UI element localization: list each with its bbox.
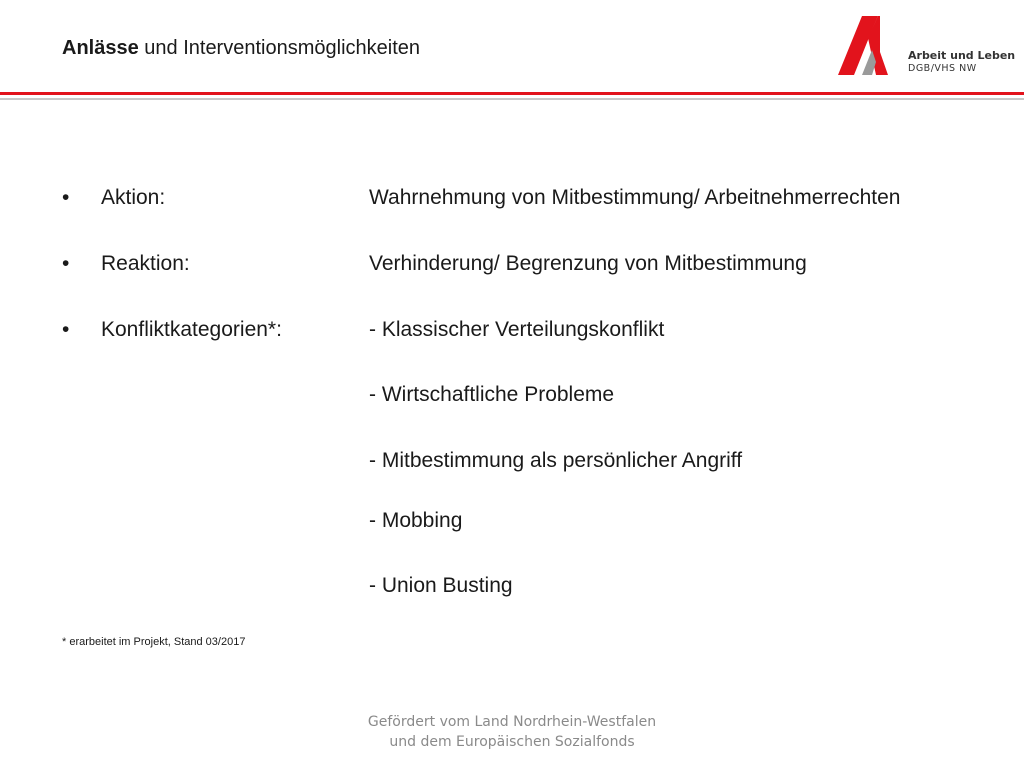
footer-line-1: Gefördert vom Land Nordrhein-Westfalen [367,714,657,730]
item-value: - Klassischer Verteilungskonflikt [369,318,665,341]
header-rule-red [0,92,1024,95]
sub-item: - Wirtschaftliche Probleme [369,383,615,406]
item-label: Aktion: [101,186,166,209]
item-label: Reaktion: [101,252,190,275]
page-title [62,37,420,60]
footnote: * erarbeitet im Projekt, Stand 03/2017 [62,636,246,648]
item-value: Verhinderung/ Begrenzung von Mitbestimmung [369,252,807,275]
item-label: Konfliktkategorien*: [101,318,282,341]
sub-item: - Mitbestimmung als persönlicher Angriff [369,449,743,472]
footer-line-2: und dem Europäischen Sozialfonds [389,734,635,750]
logo-line-2: DGB/VHS NW [908,63,977,74]
bullet: • [62,252,70,275]
title-rest: und Interventionsmöglichkeiten [138,37,420,59]
logo-line-1: Arbeit und Leben [908,49,1016,62]
sub-item: - Union Busting [369,574,513,597]
bullet: • [62,318,70,341]
logo-text [908,50,1015,74]
funding-footer [312,712,712,752]
bullet: • [62,186,70,209]
sub-item: - Mobbing [369,509,463,532]
item-value: Wahrnehmung von Mitbestimmung/ Arbeitnehmerrechten [369,186,901,209]
header-rule-gray [0,98,1024,100]
title-bold: Anlässe [62,37,139,59]
